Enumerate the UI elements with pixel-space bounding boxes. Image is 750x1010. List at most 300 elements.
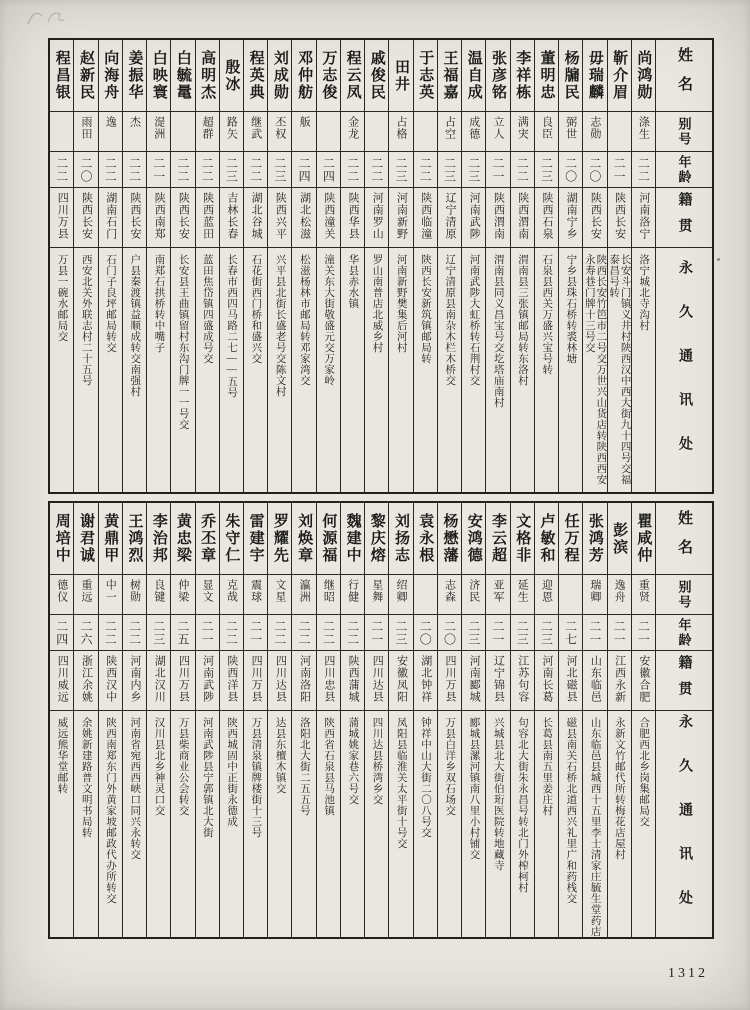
name-cell-text: 朱守仁 (223, 513, 240, 564)
name-cell-text: 李云超 (489, 513, 506, 564)
name-cell-text: 刘扬志 (393, 513, 410, 564)
native-place-cell-text: 陕西兴平 (274, 192, 287, 240)
alias-cell (50, 112, 73, 152)
native-place-cell-text: 河南洛阳 (298, 655, 311, 703)
registry-tables (48, 38, 714, 939)
alias-cell (583, 575, 606, 615)
native-place-cell-text: 陕西汉中 (104, 655, 117, 703)
alias-cell (535, 575, 558, 615)
header-alias-text: 别号 (676, 116, 692, 147)
alias-cell (341, 575, 364, 615)
address-cell-text: 洛宁城北寺沟村 (638, 254, 650, 331)
native-place-cell-text: 山东临邑 (589, 655, 602, 703)
alias-cell-text: 杰 (128, 116, 141, 128)
name-cell-text: 田井 (393, 58, 410, 93)
name-cell (535, 503, 558, 575)
native-place-cell-text: 四川万县 (444, 655, 456, 703)
address-cell-text: 陕西省石泉县马池镇 (323, 717, 335, 816)
alias-cell-text: 延生 (516, 579, 529, 603)
name-cell (583, 503, 606, 575)
native-place-cell-text: 河南罗山 (371, 192, 384, 240)
native-place-cell (511, 651, 534, 711)
native-place-cell-text: 陕西临潼 (419, 192, 432, 240)
native-place-cell (99, 651, 122, 711)
page-number: 1312 (668, 966, 708, 981)
entry-column (511, 503, 535, 937)
name-cell-text: 高明杰 (199, 50, 216, 101)
age-cell-text: 二三 (442, 156, 457, 183)
age-cell-text: 二五 (175, 619, 190, 646)
entry-column (438, 503, 462, 937)
age-cell-text: 二四 (321, 156, 336, 183)
age-cell-text: 二一 (612, 156, 627, 183)
age-cell (389, 152, 412, 188)
name-cell-text: 毋瑞麟 (586, 50, 603, 101)
age-cell-text: 二三 (515, 619, 530, 646)
age-cell-text: 二一 (587, 619, 602, 646)
alias-cell (365, 112, 388, 152)
name-cell-text: 董明忠 (538, 50, 555, 101)
age-cell-text: 二一 (248, 619, 263, 646)
native-place-cell (220, 188, 243, 248)
name-cell (74, 40, 97, 112)
name-cell-text: 刘焕章 (296, 513, 313, 564)
entry-column (414, 40, 438, 492)
age-cell (462, 152, 485, 188)
age-cell-text: 二一 (369, 619, 384, 646)
alias-cell-text: 亚军 (491, 579, 504, 603)
age-cell (414, 152, 437, 188)
name-cell-text: 彭滨 (611, 521, 628, 556)
alias-cell-text: 舨 (298, 116, 311, 128)
age-cell (292, 152, 315, 188)
address-cell-text: 洛阳北大街二五五号 (298, 717, 310, 816)
alias-cell (74, 575, 97, 615)
age-cell-text: 二三 (224, 156, 239, 183)
alias-cell (99, 575, 122, 615)
age-cell (341, 152, 364, 188)
alias-cell (608, 575, 631, 615)
name-cell (220, 503, 243, 575)
name-cell-text: 赵新民 (77, 50, 94, 101)
alias-cell-text: 绍卿 (395, 579, 408, 603)
name-cell-text: 刘成勋 (271, 50, 288, 101)
native-place-cell (341, 188, 364, 248)
name-cell (559, 503, 582, 575)
address-cell-text: 渭南县同义昌宝号交圪塔庙南村 (492, 254, 504, 408)
address-cell (99, 711, 122, 937)
age-cell-text: 二〇 (78, 156, 93, 183)
name-cell (147, 503, 170, 575)
name-cell-text: 黄鼎甲 (102, 513, 119, 564)
age-cell (462, 615, 485, 651)
name-cell (511, 40, 534, 112)
entry-column (486, 40, 510, 492)
address-cell (559, 711, 582, 937)
age-cell (535, 615, 558, 651)
name-cell (365, 40, 388, 112)
native-place-cell-text: 陕西华县 (347, 192, 360, 240)
address-cell-text: 长葛县南五里姜庄村 (541, 717, 553, 816)
name-cell (462, 503, 485, 575)
name-cell (389, 503, 412, 575)
alias-cell (123, 575, 146, 615)
address-cell (511, 248, 534, 492)
entry-column (389, 40, 413, 492)
age-cell (365, 615, 388, 651)
name-cell-text: 张彦铭 (489, 50, 506, 101)
native-place-cell (171, 188, 194, 248)
address-cell-text: 山东临邑县城西十五里李士清家庄毓生堂药店 (589, 717, 601, 937)
entry-column (147, 503, 171, 937)
alias-cell-text: 志森 (443, 579, 456, 603)
alias-cell (268, 575, 291, 615)
name-cell-text: 靳介眉 (611, 50, 628, 101)
address-cell-text: 万县柴商业公会转交 (177, 717, 189, 816)
address-cell (171, 248, 194, 492)
address-cell (317, 248, 340, 492)
alias-cell (559, 575, 582, 615)
name-cell (50, 503, 73, 575)
native-place-cell-text: 浙江余姚 (80, 655, 93, 703)
name-cell-text: 黄忠梁 (174, 513, 191, 564)
alias-cell (632, 575, 655, 615)
age-cell (74, 152, 97, 188)
header-native (656, 651, 712, 711)
name-cell (486, 503, 509, 575)
age-cell (608, 152, 631, 188)
age-cell (535, 152, 558, 188)
age-cell-text: 二二 (418, 156, 433, 183)
address-cell (147, 248, 170, 492)
entry-column (559, 503, 583, 937)
age-cell-text: 二四 (54, 619, 69, 646)
age-cell (147, 152, 170, 188)
alias-cell (196, 112, 219, 152)
alias-cell (50, 575, 73, 615)
age-cell-text: 二二 (369, 156, 384, 183)
header-address-text: 永久通讯处 (677, 260, 692, 480)
address-cell (608, 711, 631, 937)
native-place-cell-text: 河南郾城 (468, 655, 481, 703)
age-cell-text: 二三 (151, 619, 166, 646)
ink-speck (717, 258, 720, 261)
age-cell-text: 二四 (297, 156, 312, 183)
age-cell-text: 二二 (54, 156, 69, 183)
age-cell (220, 615, 243, 651)
name-cell (341, 503, 364, 575)
name-cell (414, 40, 437, 112)
native-place-cell-text: 辽宁清原 (444, 192, 456, 240)
alias-cell-text: 雨田 (79, 116, 92, 140)
entry-column (268, 40, 292, 492)
address-cell-text: 蒲城姚家巷六号交 (347, 717, 359, 805)
address-cell (147, 711, 170, 937)
alias-cell-text: 超群 (201, 116, 214, 140)
entry-column (292, 40, 316, 492)
age-cell-text: 二一 (490, 156, 505, 183)
age-cell-text: 二一 (612, 619, 627, 646)
alias-cell (462, 112, 485, 152)
native-place-cell-text: 吉林长春 (225, 192, 238, 240)
address-cell (268, 248, 291, 492)
native-place-cell-text: 四川达县 (371, 655, 384, 703)
age-cell (341, 615, 364, 651)
age-cell-text: 二二 (127, 619, 142, 646)
name-cell-text: 何源福 (320, 513, 337, 564)
address-cell (632, 248, 655, 492)
alias-cell (341, 112, 364, 152)
address-cell-text: 长安县王曲镇留村东沟门牌一一号交 (177, 254, 189, 430)
native-place-cell-text: 江西永新 (613, 655, 626, 703)
address-cell (438, 711, 461, 937)
address-cell (220, 711, 243, 937)
alias-cell-text: 逸舟 (613, 579, 626, 603)
age-cell-text: 二三 (539, 619, 554, 646)
address-cell (123, 711, 146, 937)
entry-column (244, 503, 268, 937)
alias-cell-text: 树勋 (128, 579, 141, 603)
name-cell-text: 万志俊 (320, 50, 337, 101)
name-cell-text: 程英典 (247, 50, 264, 101)
age-cell-text: 二二 (103, 156, 118, 183)
entry-column (268, 503, 292, 937)
native-place-cell-text: 陕西渭南 (516, 192, 529, 240)
age-cell (123, 615, 146, 651)
address-cell (389, 248, 412, 492)
entry-column (99, 503, 123, 937)
native-place-cell (414, 651, 437, 711)
alias-cell (147, 112, 170, 152)
age-cell-text: 二二 (345, 619, 360, 646)
alias-cell (486, 112, 509, 152)
name-cell (196, 503, 219, 575)
alias-cell-text: 占空 (443, 116, 456, 140)
address-cell-text: 罗山南普店北威乡村 (371, 254, 383, 353)
age-cell (317, 152, 340, 188)
entry-column (486, 503, 510, 937)
native-place-cell-text: 河南长葛 (540, 655, 553, 703)
age-cell-text: 二三 (466, 619, 481, 646)
address-cell (559, 248, 582, 492)
alias-cell (583, 112, 606, 152)
age-cell (220, 152, 243, 188)
name-cell (462, 40, 485, 112)
alias-cell (608, 112, 631, 152)
address-cell-text: 松滋杨林市邮局转邓家湾交 (298, 254, 310, 386)
native-place-cell-text: 河南武陟 (468, 192, 481, 240)
entry-column (608, 40, 632, 492)
address-cell-text: 石泉县西关万盛兴宝号转 (541, 254, 553, 375)
age-cell (50, 615, 73, 651)
name-cell-text: 魏建中 (344, 513, 361, 564)
native-place-cell (535, 188, 558, 248)
name-cell (244, 503, 267, 575)
address-cell (414, 248, 437, 492)
alias-cell (220, 575, 243, 615)
name-cell (389, 40, 412, 112)
header-age-text: 年龄 (676, 617, 692, 648)
header-address-text: 永久通讯处 (677, 714, 692, 934)
address-cell-text: 西安北关外联志村二十五号 (80, 254, 92, 386)
address-cell-text: 句容北大街朱永昌号转北门外榨柯村 (516, 717, 528, 893)
native-place-cell-text: 陕西石泉 (540, 192, 553, 240)
name-cell (559, 40, 582, 112)
alias-cell-text: 文星 (273, 579, 286, 603)
age-cell-text: 二〇 (587, 156, 602, 183)
address-cell-text: 陕西城固中正街永德成 (226, 717, 238, 827)
name-cell-text: 任万程 (562, 513, 579, 564)
native-place-cell (438, 651, 461, 711)
alias-cell-text: 丕权 (273, 116, 286, 140)
name-cell (438, 40, 461, 112)
age-cell-text: 二七 (563, 619, 578, 646)
address-cell (583, 248, 606, 492)
age-cell-text: 二二 (127, 156, 142, 183)
name-cell (438, 503, 461, 575)
native-place-cell-text: 湖南宁乡 (565, 192, 578, 240)
age-cell-text: 二六 (78, 619, 93, 646)
native-place-cell-text: 陕西蒲城 (347, 655, 360, 703)
alias-cell-text: 行健 (346, 579, 359, 603)
name-cell-text: 卢敏和 (538, 513, 555, 564)
address-cell-text: 郾城县漯河镇南八里小村铺交 (468, 717, 480, 860)
address-cell (632, 711, 655, 937)
address-cell-text: 华县赤水镇 (347, 254, 359, 309)
name-cell-text: 李祥栋 (514, 50, 531, 101)
pencil-scribble (22, 2, 82, 32)
entry-column (220, 40, 244, 492)
address-cell-text: 陕西长安竹笆市二号交万世兴山货店转陕西西安永寿巷门牌十三号交 (583, 254, 607, 485)
name-cell-text: 白毓鼌 (174, 50, 191, 101)
native-place-cell (292, 188, 315, 248)
address-cell (292, 711, 315, 937)
alias-cell (317, 575, 340, 615)
age-cell (486, 615, 509, 651)
alias-cell (414, 112, 437, 152)
name-cell (244, 40, 267, 112)
name-cell-text: 周培中 (53, 513, 70, 564)
header-age-text: 年龄 (676, 154, 692, 185)
age-cell-text: 二二 (200, 156, 215, 183)
native-place-cell (608, 651, 631, 711)
address-cell-text: 石花街西门桥和盛兴交 (250, 254, 262, 364)
native-place-cell-text: 陕西长安 (589, 192, 602, 240)
age-cell-text: 二二 (321, 619, 336, 646)
address-cell (74, 248, 97, 492)
native-place-cell (292, 651, 315, 711)
name-cell-text: 程昌银 (53, 50, 70, 101)
age-cell-text: 二二 (345, 156, 360, 183)
entry-column (292, 503, 316, 937)
age-cell (438, 615, 461, 651)
native-place-cell-text: 四川万县 (56, 192, 69, 240)
age-cell (99, 615, 122, 651)
address-cell-text: 辽宁清原县南杂木栏木桥交 (444, 254, 456, 386)
name-cell (317, 40, 340, 112)
address-cell-text: 南郑石拱桥转中嘴子 (153, 254, 165, 353)
name-cell (535, 40, 558, 112)
name-cell-text: 殷冰 (223, 58, 240, 93)
native-place-cell (99, 188, 122, 248)
age-cell-text: 二一 (200, 619, 215, 646)
address-cell-text: 兴城县北大街伯珩医院转地藏寺 (492, 717, 504, 871)
native-place-cell-text: 湖北汉川 (153, 655, 166, 703)
alias-cell (389, 575, 412, 615)
header-age (656, 615, 712, 651)
header-alias (656, 112, 712, 152)
name-cell (99, 503, 122, 575)
age-cell (438, 152, 461, 188)
alias-cell-text: 继武 (249, 116, 262, 140)
alias-cell-text: 克哉 (225, 579, 238, 603)
age-cell (583, 152, 606, 188)
name-cell-text: 文格非 (514, 513, 531, 564)
name-cell-text: 安鸿德 (465, 513, 482, 564)
address-cell-text: 河南新野樊集后河村 (395, 254, 407, 353)
name-cell-text: 罗耀先 (271, 513, 288, 564)
name-cell (74, 503, 97, 575)
age-cell-text: 二三 (272, 156, 287, 183)
alias-cell (220, 112, 243, 152)
native-place-cell-text: 四川万县 (250, 655, 263, 703)
alias-cell (244, 112, 267, 152)
header-name-text: 姓名 (676, 46, 692, 105)
entry-column (317, 40, 341, 492)
alias-cell-text: 瀛洲 (298, 579, 311, 603)
native-place-cell (389, 651, 412, 711)
address-cell-text: 威远熊华堂邮转 (56, 717, 68, 794)
entry-column (74, 40, 98, 492)
name-cell (50, 40, 73, 112)
native-place-cell (244, 188, 267, 248)
native-place-cell-text: 四川忠县 (322, 655, 335, 703)
entry-column (632, 503, 656, 937)
address-cell (244, 248, 267, 492)
address-cell-text: 河南武陟大虹桥转石荆村交 (468, 254, 480, 386)
native-place-cell-text: 四川达县 (274, 655, 287, 703)
alias-cell (414, 575, 437, 615)
address-cell-text: 永新文竹邮代所转梅花店屋村 (613, 717, 625, 860)
age-cell (414, 615, 437, 651)
native-place-cell-text: 湖北钟祥 (419, 655, 432, 703)
native-place-cell (123, 651, 146, 711)
alias-cell-text: 重贤 (637, 579, 650, 603)
address-cell-text: 潼关东大街敬盛元交万家岭 (323, 254, 335, 386)
name-cell (583, 40, 606, 112)
entry-column (123, 503, 147, 937)
age-cell-text: 二〇 (442, 619, 457, 646)
entry-column (365, 503, 389, 937)
alias-cell (74, 112, 97, 152)
name-cell-text: 杨懋藩 (441, 513, 458, 564)
column-headers (656, 40, 712, 492)
address-cell (171, 711, 194, 937)
alias-cell (196, 575, 219, 615)
address-cell (50, 711, 73, 937)
entry-column (220, 503, 244, 937)
native-place-cell-text: 河南内乡 (128, 655, 141, 703)
alias-cell (486, 575, 509, 615)
alias-cell-text: 显文 (201, 579, 214, 603)
age-cell (583, 615, 606, 651)
age-cell (268, 615, 291, 651)
age-cell (147, 615, 170, 651)
name-cell (220, 40, 243, 112)
native-place-cell (365, 188, 388, 248)
name-cell-text: 尚鸿勋 (635, 50, 652, 101)
native-place-cell (147, 188, 170, 248)
